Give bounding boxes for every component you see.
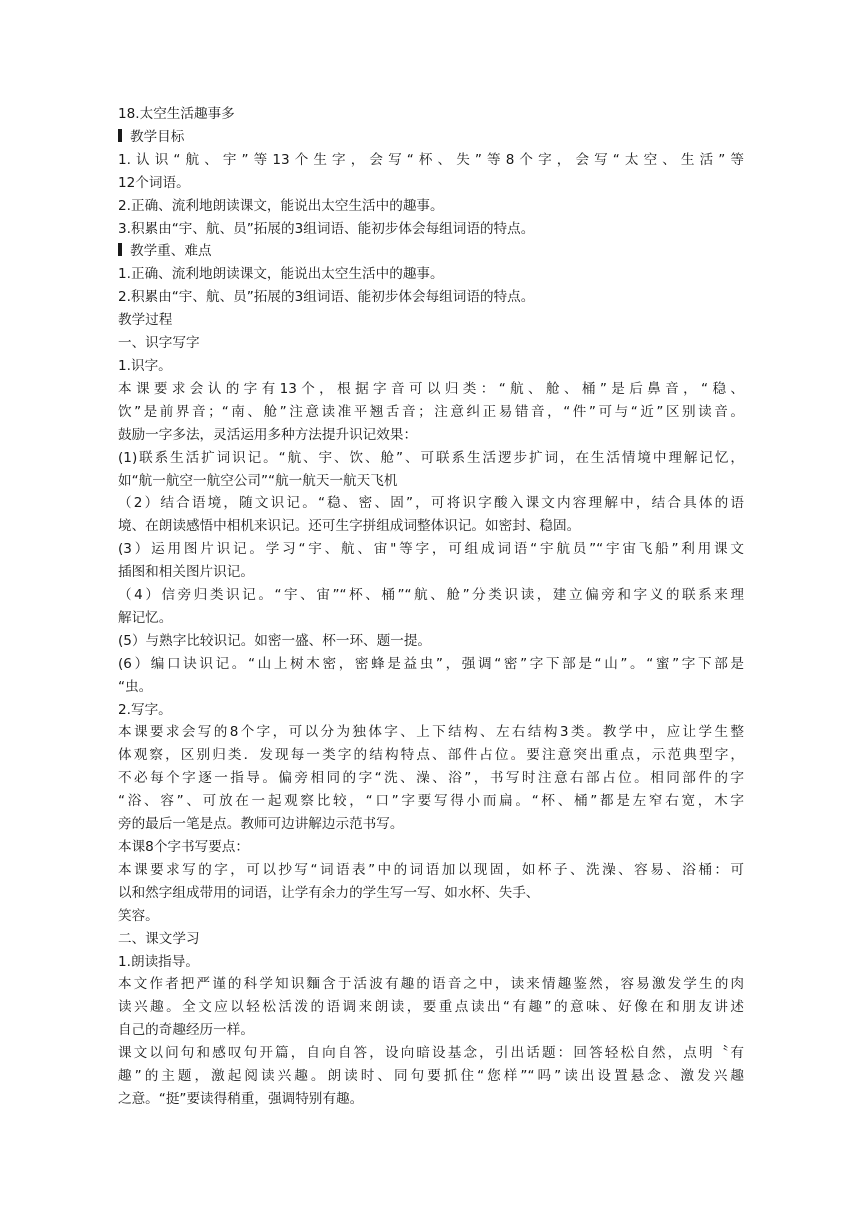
- text-line: 2.正确、流利地朗读课文，能说出太空生活中的趣事。: [118, 197, 444, 214]
- heading-bar-icon: [118, 243, 122, 256]
- text-line: 插图和相关图片识记。: [118, 564, 254, 581]
- subsection-heading: 1.识字。: [118, 357, 172, 374]
- section-heading-objectives: 教学目标: [118, 126, 744, 149]
- text-line: 旁的最后一笔是点。教师可边讲解边示范书写。: [118, 816, 404, 833]
- heading-bar-icon: [118, 129, 122, 142]
- lesson-title: 18.太空生活趣事多: [118, 106, 235, 122]
- text-line: “虫。: [118, 678, 153, 695]
- text-line: 鼓励一字多法，灵活运用多种方法提升识记效果：: [118, 426, 418, 443]
- subsection-heading: 2.写字。: [118, 701, 172, 718]
- text-line: 趣”的主题，激起阅读兴趣。朗读时、同句要抓住“您样”“吗”读出设置悬念、激发兴趣: [118, 1068, 744, 1085]
- text-line: 读兴趣。全文应以轻松活泼的语调来朗读，要重点读出“有趣”的意味、好像在和朋友讲述: [118, 999, 744, 1016]
- text-line: 如“航一航空一航空公司”“航一航天一航天飞机: [118, 472, 398, 489]
- subsection-heading: 二、课文学习: [118, 930, 200, 947]
- text-line: 课文以问句和感叹句开篇，自向自答，设向暗设基念，引出话题：回答轻松自然，点明〝有: [118, 1045, 744, 1062]
- subsection-heading: 一、识字写字: [118, 335, 200, 352]
- text-line: 1.认识“航、宇”等13个生字，会写“杯、失”等8个字，会写“太空、生活”等: [118, 151, 744, 168]
- text-line: 本课要求写的字，可以抄写“词语表”中的词语加以现固，如杯子、洗澡、容易、浴桶：可: [118, 861, 744, 878]
- text-line: 之意。“挺”要读得稍重，强调特别有趣。: [118, 1090, 364, 1107]
- text-line: 体观察，区别归类．发现每一类字的结构特点、部件占位。要注意突出重点，示范典型字，: [118, 747, 744, 764]
- text-line: (1)联系生活扩词识记。“航、宇、饮、舱”、可联系生活逻步扩词，在生活情境中理解记忆，: [118, 449, 744, 466]
- section-heading-process: 教学过程: [118, 312, 173, 329]
- text-line: 1.正确、流利地朗读课文，能说出太空生活中的趣事。: [118, 266, 444, 283]
- text-line: 饮”是前界音；“南、舱”注意读准平翘舌音；注意纠正易错音，“件”可与“近”区别读音。: [118, 403, 744, 420]
- text-line: 境、在朗读感悟中相机来识记。还可生字拼组成词整体识记。如密封、稳固。: [118, 518, 581, 535]
- subsection-heading: 1.朗读指导。: [118, 953, 199, 970]
- text-line: 12个词语。: [118, 174, 190, 191]
- text-line: (5）与熟字比较识记。如密一盛、杯一环、题一提。: [118, 632, 432, 649]
- text-line: 本课8个字书写要点：: [118, 839, 249, 855]
- text-line: “浴、容”、可放在一起观察比较，“口”字要写得小而扁。“杯、桶”都是左窄右宽，木字: [118, 793, 744, 810]
- text-line: 本课要求会写的8个字，可以分为独体字、上下结构、左右结构3类。教学中，应让学生整: [118, 724, 744, 741]
- section-heading-keypoints: 教学重、难点: [118, 240, 744, 263]
- text-line: （4）信旁归类识记。“宇、宙”“杯、桶”“航、舱”分类识读，建立偏旁和字义的联系来理: [118, 587, 744, 604]
- text-line: (6）编口诀识记。“山上树木密，密蜂是益虫”，强调“密”字下部是“山”。“蜜”字下部是: [118, 655, 744, 672]
- document-page: [118, 103, 744, 1111]
- text-line: （2）结合语境，随文识记。“稳、密、固”，可将识字酸入课文内容理解中，结合具体的语: [118, 495, 744, 512]
- text-line: 笑容。: [118, 907, 159, 924]
- text-line: 本文作者把严谨的科学知识麵含于活波有趣的语音之中，读来情趣鉴然，容易激发学生的肉: [118, 976, 744, 993]
- text-line: 以和然字组成带用的词语，让学有余力的学生写一写、如水杯、失手、: [118, 884, 540, 901]
- text-line: 不必每个字逐一指导。偏旁相同的字“洗、澡、浴”，书写时注意右部占位。相同部件的字: [118, 770, 744, 787]
- text-line: 自己的奇趣经历一样。: [118, 1022, 254, 1039]
- text-line: 解记忆。: [118, 609, 173, 626]
- text-line: 3.积累由“宇、航、员”拓展的3组词语、能初步体会每组词语的特点。: [118, 220, 535, 237]
- text-line: 2.积累由“宇、航、员”拓展的3组词语、能初步体会每组词语的特点。: [118, 289, 535, 306]
- text-line: 本课要求会认的字有13个，根据字音可以归类：“航、舱、桶”是后鼻音，“稳、: [118, 380, 744, 397]
- text-line: (3）运用图片识记。学习“宇、航、宙"等字，可组成词语“宇航员”“宇宙飞船”利用课文: [118, 541, 744, 558]
